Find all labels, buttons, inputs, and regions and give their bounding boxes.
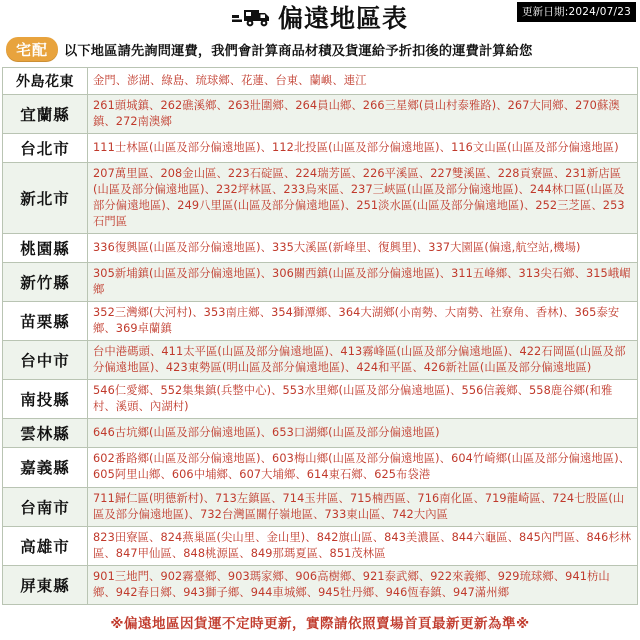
zone-name: 南投縣 <box>3 380 88 419</box>
zone-name: 高雄市 <box>3 526 88 565</box>
zone-areas: 602番路鄉(山區及部分偏遠地區)、603梅山鄉(山區及部分偏遠地區)、604竹崎鄉(山區及部分偏遠地區)、605阿里山鄉、606中埔鄉、607大埔鄉、614東石鄉、625布袋港 <box>88 448 638 487</box>
table-row <box>3 565 638 604</box>
zone-areas: 823田寮區、824燕巢區(尖山里、金山里)、842旗山區、843美濃區、844六龜區、845內門區、846杉林區、847甲仙區、848桃源區、849那瑪夏區、851茂林區 <box>88 526 638 565</box>
table-row <box>3 526 638 565</box>
zone-areas: 336復興區(山區及部分偏遠地區)、335大溪區(新峰里、復興里)、337大園區(偏遠,航空站,機場) <box>88 234 638 263</box>
remote-area-table <box>2 67 638 605</box>
table-row <box>3 263 638 302</box>
zone-areas: 207萬里區、208金山區、223石碇區、224瑞芳區、226平溪區、227雙溪區、228貢寮區、231新店區(山區及部分偏遠地區)、232坪林區、233烏來區、237三峽區(山區及部分偏遠地區)、244林口區(山區及部分偏遠地區)、249八里區(山區及部分偏遠地區)、251淡水區(山區及部分偏遠地區)、252三芝區、253石門區 <box>88 163 638 234</box>
zone-areas: 111士林區(山區及部分偏遠地區)、112北投區(山區及部分偏遠地區)、116文山區(山區及部分偏遠地區) <box>88 134 638 163</box>
zone-areas: 台中港碼頭、411太平區(山區及部分偏遠地區)、413霧峰區(山區及部分偏遠地區)、422石岡區(山區及部分偏遠地區)、423東勢區(明山區及部分偏遠地區)、424和平區、426新社區(山區及部分偏遠地區) <box>88 341 638 380</box>
zone-name: 新北市 <box>3 163 88 234</box>
table-row <box>3 448 638 487</box>
table-row <box>3 419 638 448</box>
zone-areas: 305新埔鎮(山區及部分偏遠地區)、306關西鎮(山區及部分偏遠地區)、311五峰鄉、313尖石鄉、315峨嵋鄉 <box>88 263 638 302</box>
zone-areas: 646古坑鄉(山區及部分偏遠地區)、653口湖鄉(山區及部分偏遠地區) <box>88 419 638 448</box>
shipping-notice <box>0 34 640 67</box>
zone-areas: 711歸仁區(明德新村)、713左鎮區、714玉井區、715楠西區、716南化區、719龍崎區、724七股區(山區及部分偏遠地區)、732台灣區關仔嶺地區、733東山區、742大內區 <box>88 487 638 526</box>
update-date-badge: 更新日期:2024/07/23 <box>517 2 636 22</box>
zone-areas: 546仁愛鄉、552集集鎮(兵整中心)、553水里鄉(山區及部分偏遠地區)、556信義鄉、558鹿谷鄉(和雅村、溪頭、內湖村) <box>88 380 638 419</box>
zone-name: 嘉義縣 <box>3 448 88 487</box>
footer-note: ※偏遠地區因貨運不定時更新，實際請依照賣場首頁最新更新為準※ <box>110 615 530 632</box>
page-title: 偏遠地區表 <box>277 4 408 33</box>
table-row <box>3 302 638 341</box>
table-row <box>3 234 638 263</box>
zone-name: 雲林縣 <box>3 419 88 448</box>
home-delivery-badge: 宅配 <box>6 37 58 62</box>
zone-areas: 金門、澎湖、綠島、琉球鄉、花蓮、台東、蘭嶼、連江 <box>88 68 638 95</box>
zone-name: 屏東縣 <box>3 565 88 604</box>
table-row <box>3 487 638 526</box>
zone-name: 台中市 <box>3 341 88 380</box>
zone-name: 新竹縣 <box>3 263 88 302</box>
notice-text: 以下地區請先詢問運費，我們會計算商品材積及貨運給予折扣後的運費計算給您 <box>64 44 533 59</box>
zone-name: 台南市 <box>3 487 88 526</box>
zone-name: 桃園縣 <box>3 234 88 263</box>
zone-name: 宜蘭縣 <box>3 95 88 134</box>
zone-areas: 352三灣鄉(大河村)、353南庄鄉、354獅潭鄉、364大湖鄉(小南勢、大南勢、社寮角、香林)、365泰安鄉、369卓蘭鎮 <box>88 302 638 341</box>
table-row <box>3 341 638 380</box>
zone-name: 台北市 <box>3 134 88 163</box>
table-row <box>3 380 638 419</box>
delivery-truck-icon <box>232 6 272 28</box>
table-row <box>3 134 638 163</box>
page-header <box>0 0 640 34</box>
zone-areas: 901三地門、902霧臺鄉、903瑪家鄉、906高樹鄉、921泰武鄉、922來義鄉、929琉球鄉、941枋山鄉、942春日鄉、943獅子鄉、944車城鄉、945牡丹鄉、946恆春鎮、947滿州鄉 <box>88 565 638 604</box>
zone-name: 苗栗縣 <box>3 302 88 341</box>
table-row <box>3 95 638 134</box>
title-wrap <box>232 0 408 35</box>
zone-areas: 261頭城鎮、262礁溪鄉、263壯圍鄉、264員山鄉、266三星鄉(員山村泰雅路)、267大同鄉、270蘇澳鎮、272南澳鄉 <box>88 95 638 134</box>
table-row <box>3 68 638 95</box>
zone-name: 外島花東 <box>3 68 88 95</box>
table-row <box>3 163 638 234</box>
